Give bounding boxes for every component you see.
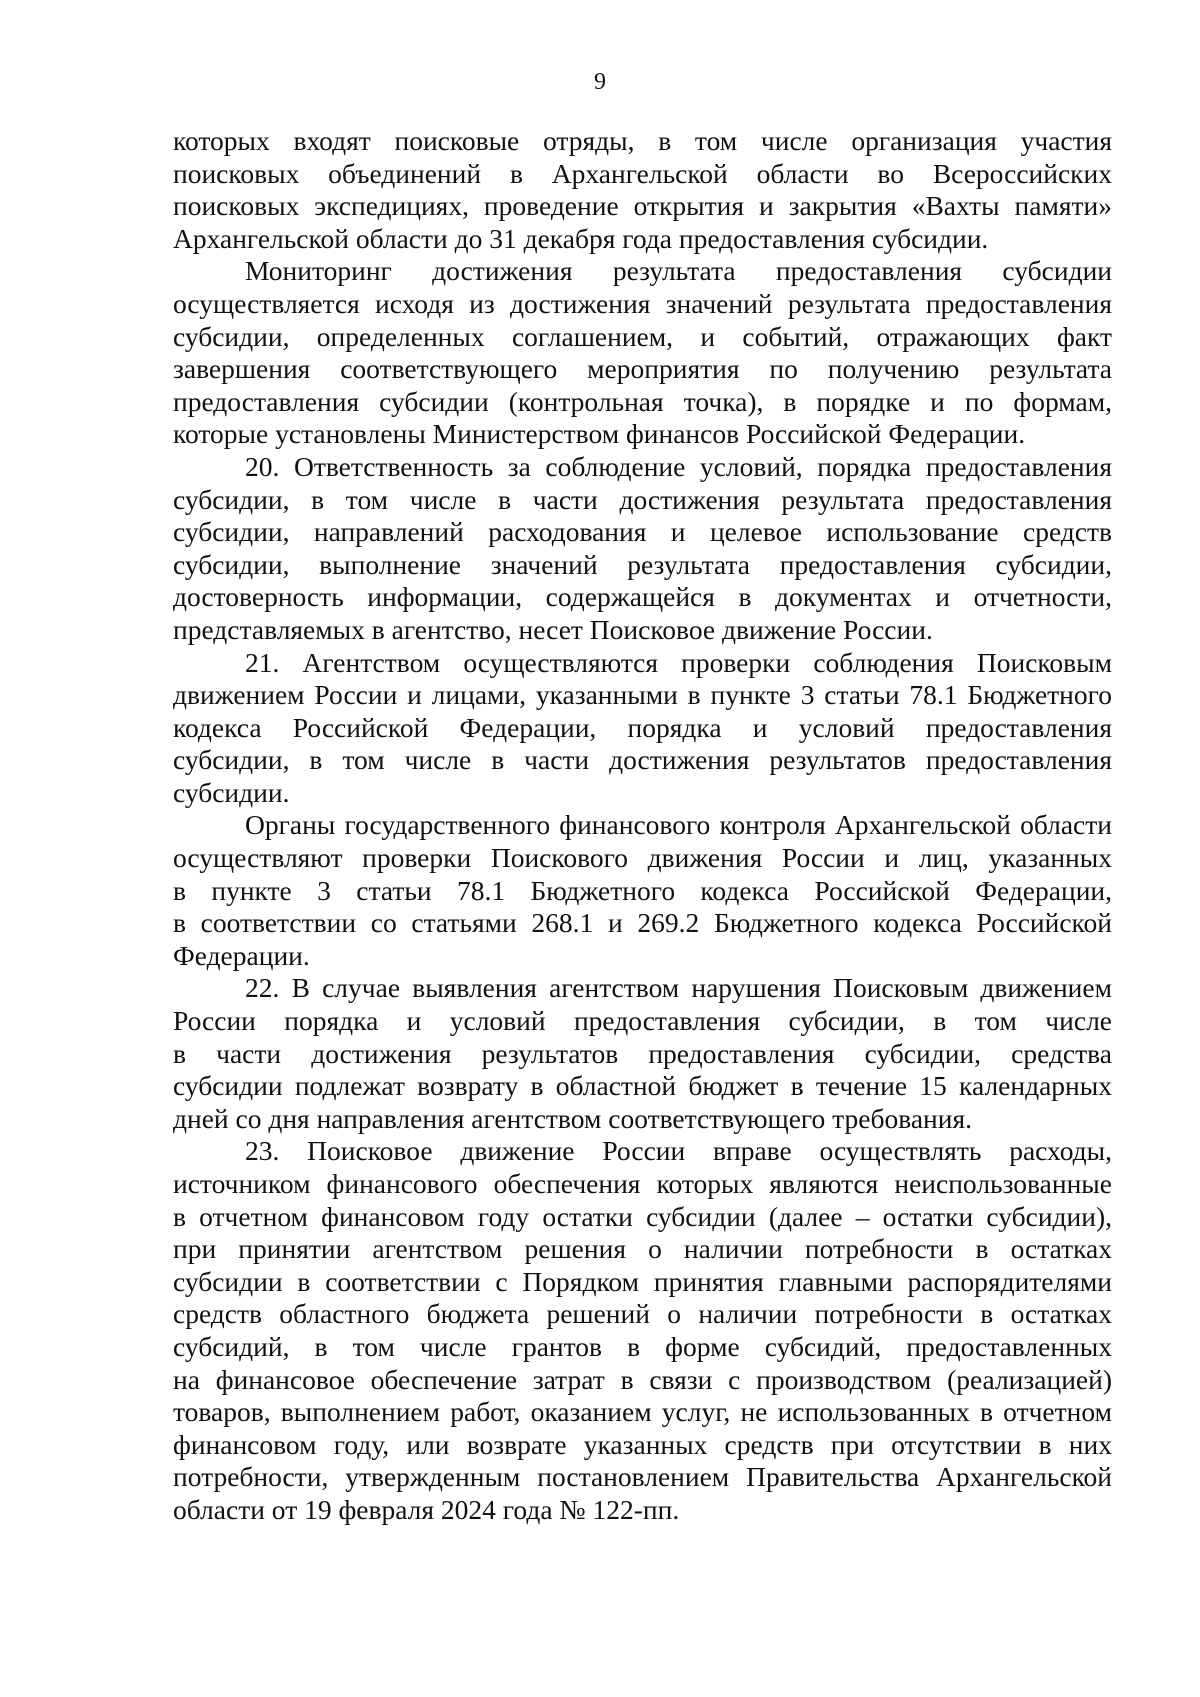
- text-line: 20. Ответственность за соблюдение условий, порядка предоставления: [245, 450, 1112, 482]
- text-line: субсидии, в том числе в части достижения результата предоставления: [173, 483, 1112, 515]
- text-line: Архангельской области до 31 декабря года предоставления субсидии.: [173, 222, 989, 254]
- text-line: Органы государственного финансового контроля Архангельской области: [245, 809, 1112, 841]
- text-line: субсидии, выполнение значений результата предоставления субсидии,: [173, 548, 1112, 580]
- text-line: Мониторинг достижения результата предоставления субсидии: [245, 255, 1112, 287]
- text-line: 22. В случае выявления агентством нарушения Поисковым движением: [245, 972, 1112, 1004]
- text-line: субсидии, в том числе в части достижения результатов предоставления: [173, 744, 1112, 776]
- text-line: поисковых объединений в Архангельской области во Всероссийских: [173, 157, 1112, 189]
- text-line: субсидии в соответствии с Порядком принятия главными распорядителями: [173, 1265, 1112, 1297]
- text-line: субсидии, определенных соглашением, и событий, отражающих факт: [173, 320, 1112, 352]
- text-line: дней со дня направления агентством соответствующего требования.: [173, 1102, 972, 1134]
- document-body: [173, 125, 1112, 1527]
- paragraph: [173, 972, 1112, 1135]
- paragraph: [173, 1135, 1112, 1526]
- text-line: субсидий, в том числе грантов в форме субсидий, предоставленных: [173, 1330, 1112, 1362]
- paragraph: [173, 125, 1112, 255]
- text-line: субсидии, направлений расходования и целевое использование средств: [173, 516, 1112, 548]
- text-line: предоставления субсидии (контрольная точка), в порядке и по формам,: [173, 385, 1112, 417]
- text-line: завершения соответствующего мероприятия по получению результата: [173, 353, 1112, 385]
- text-line: области от 19 февраля 2024 года № 122-пп.: [173, 1493, 680, 1525]
- text-line: источником финансового обеспечения которых являются неиспользованные: [173, 1168, 1112, 1199]
- text-line: Федерации.: [173, 939, 310, 971]
- text-line: поисковых экспедициях, проведение открытия и закрытия «Вахты памяти»: [173, 190, 1112, 222]
- text-line: 21. Агентством осуществляются проверки соблюдения Поисковым: [245, 646, 1112, 678]
- text-line: в пункте 3 статьи 78.1 Бюджетного кодекса Российской Федерации,: [173, 874, 1112, 906]
- text-line: в части достижения результатов предоставления субсидии, средства: [173, 1037, 1112, 1069]
- text-line: в отчетном финансовом году остатки субсидии (далее – остатки субсидии),: [173, 1200, 1112, 1232]
- text-line: 23. Поисковое движение России вправе осуществлять расходы,: [245, 1135, 1112, 1167]
- text-line: России порядка и условий предоставления субсидии, в том числе: [173, 1005, 1112, 1037]
- text-line: движением России и лицами, указанными в пункте 3 статьи 78.1 Бюджетного: [173, 679, 1112, 711]
- paragraph: [173, 647, 1112, 810]
- text-line: осуществляют проверки Поискового движения России и лиц, указанных: [173, 842, 1112, 874]
- text-line: представляемых в агентство, несет Поисковое движение России.: [173, 613, 933, 645]
- text-line: при принятии агентством решения о наличии потребности в остатках: [173, 1233, 1112, 1265]
- text-line: осуществляется исходя из достижения значений результата предоставления: [173, 287, 1112, 319]
- text-line: достоверность информации, содержащейся в документах и отчетности,: [173, 581, 1112, 613]
- text-line: в соответствии со статьями 268.1 и 269.2 Бюджетного кодекса Российской: [173, 907, 1112, 939]
- text-line: финансовом году, или возврате указанных средств при отсутствии в них: [173, 1428, 1112, 1460]
- text-line: товаров, выполнением работ, оказанием услуг, не использованных в отчетном: [173, 1396, 1112, 1428]
- paragraph: [173, 809, 1112, 972]
- text-line: на финансовое обеспечение затрат в связи с производством (реализацией): [173, 1363, 1112, 1395]
- page-number: 9: [594, 69, 606, 95]
- text-line: которые установлены Министерством финансов Российской Федерации.: [173, 418, 1026, 450]
- text-line: субсидии.: [173, 776, 290, 808]
- paragraph: [173, 451, 1112, 647]
- text-line: субсидии подлежат возврату в областной бюджет в течение 15 календарных: [173, 1070, 1112, 1102]
- paragraph: [173, 255, 1112, 451]
- text-line: кодекса Российской Федерации, порядка и условий предоставления: [173, 711, 1112, 743]
- text-line: потребности, утвержденным постановлением Правительства Архангельской: [173, 1461, 1112, 1493]
- text-line: которых входят поисковые отряды, в том числе организация участия: [173, 125, 1112, 156]
- text-line: средств областного бюджета решений о наличии потребности в остатках: [173, 1298, 1112, 1330]
